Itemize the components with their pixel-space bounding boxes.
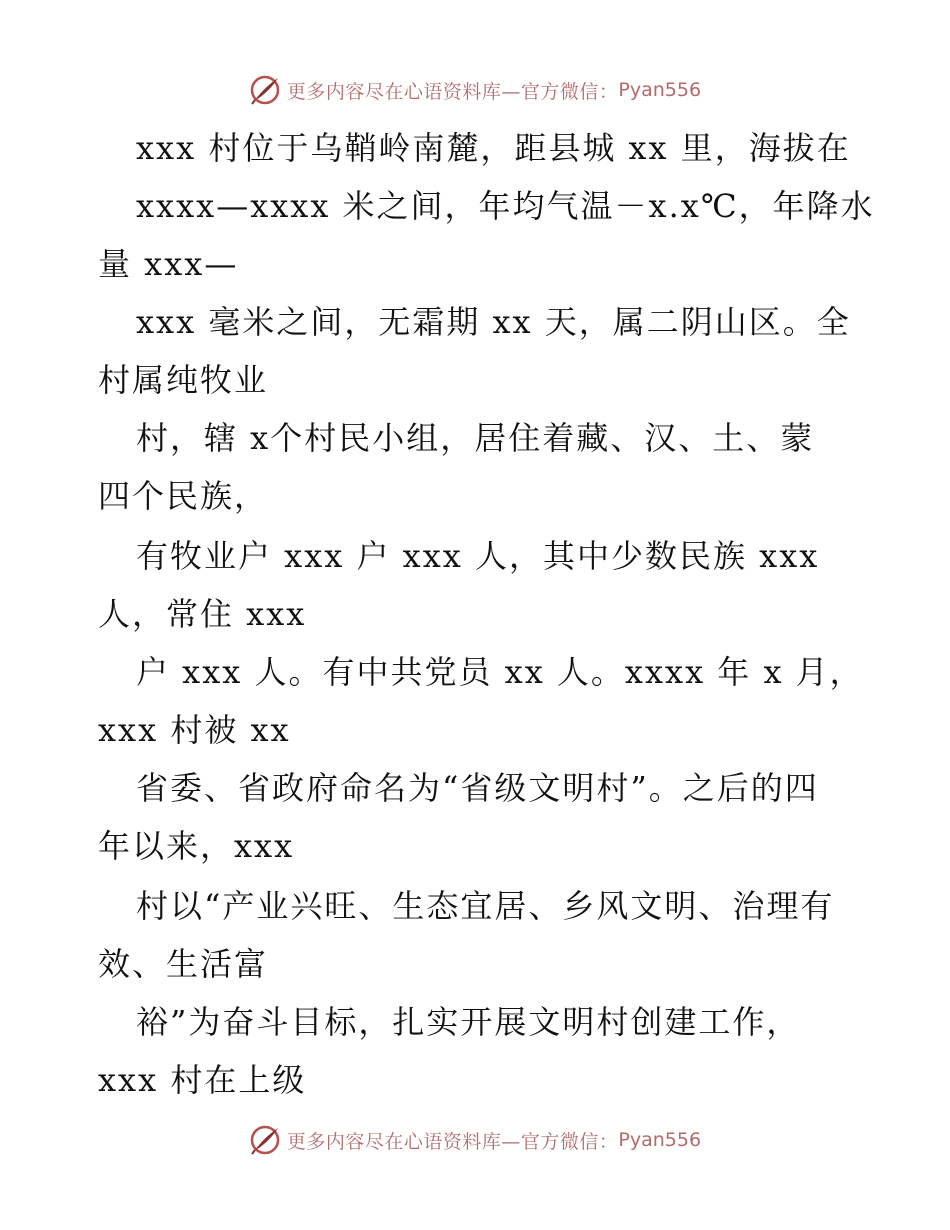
body-line: 四个民族， [98, 477, 269, 515]
feather-pen-circle-icon [249, 74, 281, 106]
body-line: 有牧业户 xxx 户 xxx 人，其中少数民族 xxx [136, 537, 820, 575]
body-line: 年以来，xxx [98, 827, 295, 865]
body-line: 量 xxx— [98, 245, 239, 283]
body-line: 村以“产业兴旺、生态宜居、乡风文明、治理有 [136, 887, 835, 925]
header-banner [0, 70, 950, 110]
footer-banner-text: 更多内容尽在心语资料库—官方微信： [286, 1130, 619, 1153]
body-line: xxx 村位于乌鞘岭南麓，距县城 xx 里，海拔在 [136, 129, 851, 167]
footer-wechat-id: Pyan556 [618, 1129, 702, 1151]
body-line: xxx 村被 xx [98, 711, 291, 749]
header-banner-text: 更多内容尽在心语资料库—官方微信： [286, 80, 619, 103]
body-line: xxx 村在上级 [98, 1061, 307, 1099]
body-line: 省委、省政府命名为“省级文明村”。之后的四 [136, 769, 819, 807]
body-line: xxxx—xxxx 米之间，年均气温－x.x℃，年降水 [136, 187, 875, 225]
header-wechat-id: Pyan556 [618, 79, 702, 101]
feather-pen-circle-icon [249, 1124, 281, 1156]
footer-banner [0, 1120, 950, 1160]
body-line: 村属纯牧业 [98, 361, 269, 399]
body-line: 裕”为奋斗目标，扎实开展文明村创建工作， [136, 1003, 801, 1041]
body-line: 村，辖 x个村民小组，居住着藏、汉、土、蒙 [136, 419, 815, 457]
body-line: 效、生活富 [98, 945, 269, 983]
body-line: 户 xxx 人。有中共党员 xx 人。xxxx 年 x 月， [136, 653, 864, 691]
body-line: 人，常住 xxx [98, 595, 307, 633]
body-line: xxx 毫米之间，无霜期 xx 天，属二阴山区。全 [136, 303, 851, 341]
